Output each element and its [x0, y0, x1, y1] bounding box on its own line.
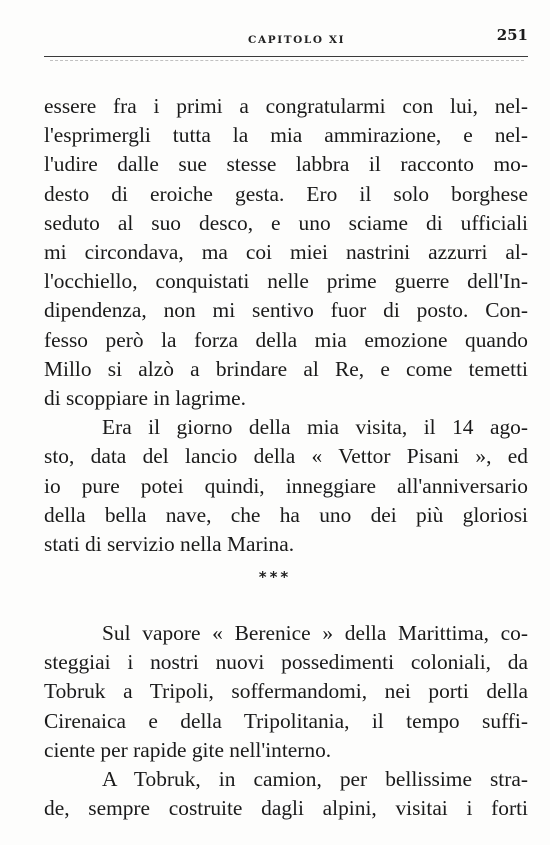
text-block-bottom [44, 619, 528, 823]
text-line: sto, data del lancio della « Vettor Pisani », ed [44, 444, 528, 469]
section-separator: *** [258, 568, 292, 586]
text-line: Era il giorno della mia visita, il 14 ago- [102, 415, 528, 440]
text-line: della bella nave, che ha uno dei più gloriosi [44, 502, 528, 527]
text-line: Millo si alzò a brindare al Re, e come temetti [44, 356, 528, 381]
text-line: steggiai i nostri nuovi possedimenti coloniali, da [44, 650, 528, 675]
page-number: 251 [496, 26, 528, 44]
running-head [44, 26, 528, 66]
text-line: desto di eroiche gesta. Ero il solo borghese [44, 181, 528, 206]
chapter-title: CAPITOLO XI [248, 34, 346, 46]
text-line: fesso però la forza della mia emozione quando [44, 327, 528, 352]
text-block-top [44, 92, 528, 559]
text-line: Tobruk a Tripoli, soffermandomi, nei porti della [44, 679, 528, 704]
text-line: di scoppiare in lagrime. [44, 386, 246, 411]
text-line: A Tobruk, in camion, per bellissime stra- [102, 767, 528, 792]
text-line: l'occhiello, conquistati nelle prime guerre dell'In- [44, 269, 528, 294]
text-line: dipendenza, non mi sentivo fuor di posto. Con- [44, 298, 528, 323]
text-line: stati di servizio nella Marina. [44, 532, 295, 557]
header-rule-shadow [50, 60, 524, 61]
text-line: essere fra i primi a congratularmi con lui, nel- [44, 94, 528, 118]
text-line: io pure potei quindi, inneggiare all'anniversario [44, 473, 528, 498]
text-line: Sul vapore « Berenice » della Marittima, co- [102, 621, 528, 645]
text-line: seduto al suo desco, e uno sciame di ufficiali [44, 210, 528, 235]
text-line: mi circondava, ma coi miei nastrini azzurri al- [44, 240, 528, 265]
text-line: Cirenaica e della Tripolitania, il tempo suffi- [44, 708, 528, 733]
header-rule [44, 56, 528, 57]
text-line: l'udire dalle sue stesse labbra il racconto mo- [44, 152, 528, 177]
text-line: ciente per rapide gite nell'interno. [44, 737, 332, 762]
text-line: l'esprimergli tutta la mia ammirazione, e nel- [44, 123, 528, 148]
text-line: de, sempre costruite dagli alpini, visitai i forti [44, 796, 528, 821]
